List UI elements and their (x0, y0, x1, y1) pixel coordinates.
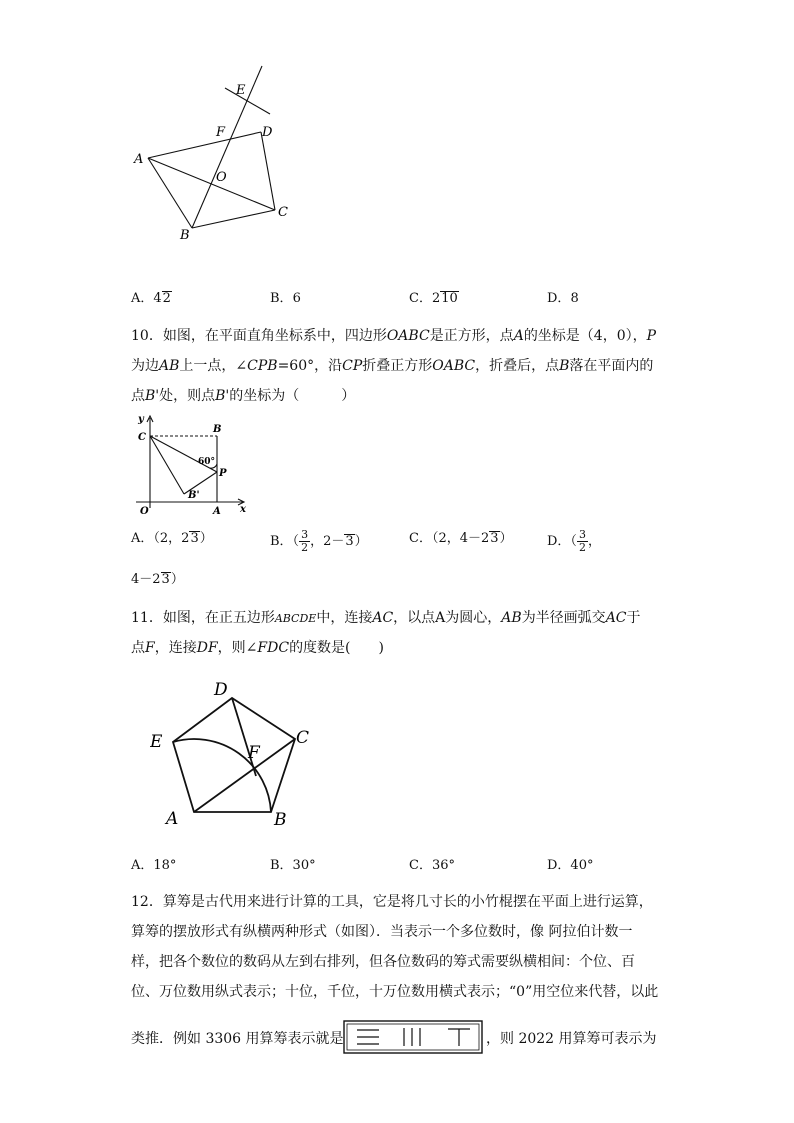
sqrt-sign: 3 (345, 534, 354, 549)
q12-line-2: 算筹的摆放形式有纵横两种形式（如图）．当表示一个多位数时，像 阿拉伯计数一 (131, 924, 633, 940)
q10-option-d-cont: 4－23） (131, 572, 184, 587)
segment-AD (148, 132, 261, 158)
ray-BE (192, 66, 262, 228)
q9-option-d[interactable]: D．8 (547, 291, 579, 306)
sqrt-sign: 3 (161, 572, 170, 587)
q12-line-4: 位、万位数用纵式表示；十位，千位，十万位数用横式表示；“0”用空位来代替，以此 (131, 984, 659, 1000)
q9-option-c[interactable]: C．210 (409, 291, 458, 306)
label-P: P (219, 468, 227, 479)
q10-line-2: 为边AB上一点，∠CPB=60°，沿CP折叠正方形OABC，折叠后，点B落在平面内的 (131, 358, 654, 374)
pentagon-ABCDE (173, 698, 295, 812)
q11-option-a[interactable]: A．18° (131, 858, 177, 873)
q11-option-b[interactable]: B．30° (270, 858, 316, 873)
label-E: E (150, 732, 163, 752)
figure-q11 (150, 675, 330, 835)
fraction: $\frac{3}{2}$ (301, 528, 309, 554)
q10-option-b[interactable]: B．（ $\frac{3}{2}$ ，2－3） (270, 528, 368, 554)
q12-line-3: 样，把各个数位的数码从左到右排列，但各位数码的筹式需要纵横相间：个位、百 (131, 954, 635, 970)
label-C: C (296, 728, 310, 748)
label-C: C (138, 432, 146, 443)
q11-line-2: 点F，连接DF，则∠FDC的度数是( ) (131, 640, 384, 656)
figure-q10 (134, 410, 254, 518)
label-O: O (216, 170, 227, 185)
label-E: E (236, 83, 246, 98)
sqrt-sign: 3 (490, 531, 499, 546)
label-F: F (216, 125, 226, 140)
q10-line-3: 点B'处，则点B'的坐标为（ ） (131, 388, 356, 404)
q9-option-b[interactable]: B．6 (270, 291, 301, 306)
label-A: A (134, 152, 144, 167)
segment-AC (194, 739, 295, 812)
label-x: x (240, 504, 246, 515)
q11-line-1: 11．如图，在正五边形ABCDE中，连接AC，以点A为圆心，AB为半径画弧交AC于 (131, 610, 641, 626)
sqrt-sign: 3 (190, 531, 199, 546)
q10-option-d[interactable]: D．（ $\frac{3}{2}$ ， (547, 528, 601, 554)
sqrt-sign: 2 (162, 291, 171, 306)
segment-BA (148, 158, 192, 228)
q12-line-5b: ，则 2022 用算筹可表示为 (486, 1031, 657, 1047)
segment-DF (232, 698, 256, 776)
q9-option-a[interactable]: A．42 (131, 291, 171, 306)
arc-mark-E (225, 88, 270, 114)
fraction: $\frac{3}{2}$ (578, 528, 586, 554)
label-D: D (262, 125, 273, 140)
label-y: y (138, 414, 144, 425)
label-D: D (214, 680, 228, 700)
q10-line-1: 10．如图，在平面直角坐标系中，四边形OABC是正方形，点A的坐标是（4，0），P (131, 328, 657, 344)
label-B: B (213, 424, 222, 435)
q10-option-a[interactable]: A．（2，23） (131, 531, 213, 546)
label-B: B (180, 228, 190, 243)
q12-line-1: 12．算筹是古代用来进行计算的工具，它是将几寸长的小竹棍摆在平面上进行运算， (131, 894, 653, 910)
label-C: C (278, 205, 288, 220)
label-O: O (140, 506, 149, 517)
label-A: A (213, 506, 221, 517)
counting-rods-3306 (343, 1020, 483, 1054)
q10-option-c[interactable]: C．（2，4－23） (409, 531, 513, 546)
figure-q9 (128, 60, 308, 245)
label-A: A (166, 809, 179, 829)
segment-CB (192, 210, 275, 228)
q12-line-5a: 类推．例如 3306 用算筹表示就是 (131, 1031, 344, 1047)
label-B: B (274, 810, 287, 830)
label-Bp: B' (188, 490, 200, 501)
q11-option-d[interactable]: D．40° (547, 858, 594, 873)
segment-DC (261, 132, 275, 210)
sqrt-sign: 10 (441, 291, 458, 306)
label-angle: 60° (198, 457, 216, 467)
label-F: F (248, 743, 260, 763)
q11-option-c[interactable]: C．36° (409, 858, 455, 873)
